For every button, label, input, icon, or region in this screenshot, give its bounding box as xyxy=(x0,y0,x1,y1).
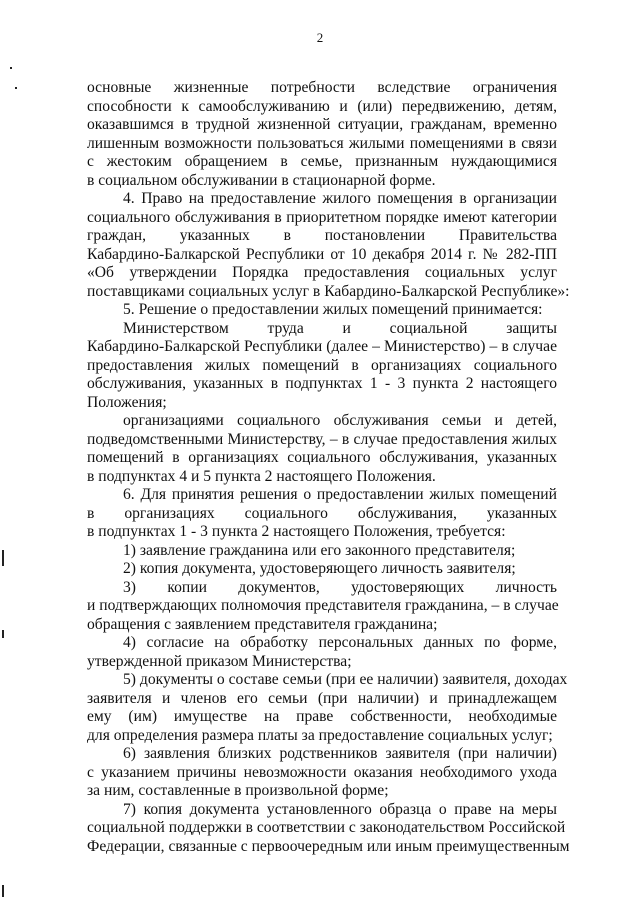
text-line: 3) копии документов, удостоверяющих личность xyxy=(123,578,557,596)
text-line: «Об утверждении Порядка предоставления социальных услуг xyxy=(87,264,557,281)
document-body xyxy=(87,79,570,856)
text-line: обращения с заявлением представителя гражданина; xyxy=(87,615,438,633)
text-line: 6. Для принятия решения о предоставлении жилых помещений xyxy=(123,486,557,503)
text-line: социальной поддержки в соответствии с законодательством Российской xyxy=(87,819,566,836)
text-line: поставщиками социальных услуг в Кабардино-Балкарской Республике»: xyxy=(87,282,570,300)
text-line: в социальном обслуживании в стационарной форме. xyxy=(87,171,436,189)
text-line: с указанием причины невозможности оказания необходимого ухода xyxy=(87,763,557,781)
text-line: утвержденной приказом Министерства; xyxy=(87,652,352,670)
text-line: обслуживания, указанных в подпунктах 1 - 3 пункта 2 настоящего xyxy=(87,375,557,392)
text-line: оказавшимся в трудной жизненной ситуации, гражданам, временно xyxy=(87,116,557,133)
scan-mark xyxy=(15,87,17,89)
text-line: ему (им) имуществе на праве собственности, необходимые xyxy=(87,708,557,725)
scan-mark xyxy=(10,67,12,69)
scan-mark xyxy=(2,885,4,897)
text-line: Кабардино-Балкарской Республики (далее – Министерство) – в случае xyxy=(87,338,557,355)
text-line: и подтверждающих полномочия представителя гражданина, – в случае xyxy=(87,597,559,614)
text-line: Министерством труда и социальной защиты xyxy=(123,319,557,337)
text-line: способности к самообслуживанию и (или) передвижению, детям, xyxy=(87,97,557,115)
text-line: Федерации, связанные с первоочередным или иным преимущественным xyxy=(87,837,570,855)
scan-mark xyxy=(2,550,4,566)
text-line: лишенным возможности пользоваться жилыми помещениями в связи xyxy=(87,134,557,152)
page-number: 2 xyxy=(316,30,324,45)
text-line: Кабардино-Балкарской Республики от 10 декабря 2014 г. № 282-ПП xyxy=(87,245,557,263)
text-line: Положения; xyxy=(87,393,167,411)
text-line: 2) копия документа, удостоверяющего личность заявителя; xyxy=(123,560,516,577)
text-line: в подпунктах 4 и 5 пункта 2 настоящего Положения. xyxy=(87,467,436,485)
text-line: для определения размера платы за предоставление социальных услуг; xyxy=(87,726,553,744)
text-line: 4) согласие на обработку персональных данных по форме, xyxy=(123,634,557,651)
text-line: с жестоким обращением в семье, признанным нуждающимися xyxy=(87,153,557,170)
scan-mark xyxy=(2,630,4,638)
text-line: за ним, составленные в произвольной форме; xyxy=(87,782,389,799)
text-line: основные жизненные потребности вследствие ограничения xyxy=(87,79,557,96)
text-line: организациями социального обслуживания семьи и детей, xyxy=(123,412,557,429)
text-line: 5) документы о составе семьи (при ее наличии) заявителя, доходах xyxy=(123,671,568,688)
text-line: социального обслуживания в приоритетном порядке имеют категории xyxy=(87,208,557,226)
text-line: предоставления жилых помещений в организациях социального xyxy=(87,356,557,374)
text-line: подведомственными Министерству, – в случае предоставления жилых xyxy=(87,430,557,448)
text-line: 6) заявления близких родственников заявителя (при наличии) xyxy=(123,745,557,762)
text-line: заявителя и членов его семьи (при наличии) и принадлежащем xyxy=(87,689,557,707)
text-line: 5. Решение о предоставлении жилых помещений принимается: xyxy=(123,301,543,318)
text-line: помещений в организациях социального обслуживания, указанных xyxy=(87,449,557,466)
text-line: 7) копия документа установленного образца о праве на меры xyxy=(123,800,557,818)
text-line: 1) заявление гражданина или его законного представителя; xyxy=(123,541,516,559)
text-line: в подпунктах 1 - 3 пункта 2 настоящего Положения, требуется: xyxy=(87,523,506,540)
text-line: в организациях социального обслуживания, указанных xyxy=(87,504,557,522)
text-line: 4. Право на предоставление жилого помещения в организации xyxy=(123,190,557,207)
text-line: граждан, указанных в постановлении Правительства xyxy=(87,227,557,244)
